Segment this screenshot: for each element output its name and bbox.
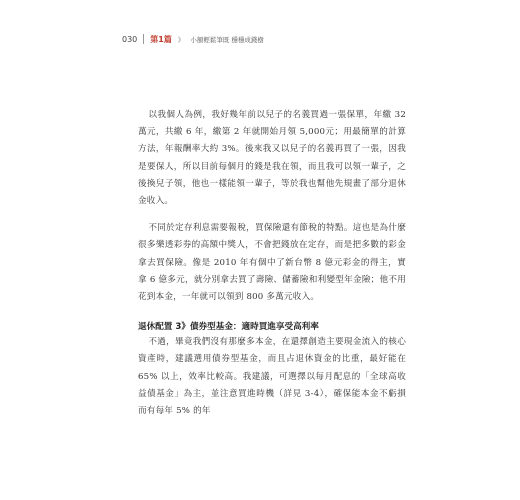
section-paragraph: 不過，畢竟我們沒有那麼多本金，在還擇創造主要現金流入的核心資產時，建議選用債券型基金，而且占退休資金的比重，最好能在 65% 以上，效率比較高。我建議，可選擇以每月配息的「全球高收益債基金」為主，並注意買進時機（詳見 3-4），確保能本金不虧損而有每年 5% 的年 — [138, 337, 406, 417]
chapter-label: 第1篇 — [150, 34, 172, 44]
header-divider — [143, 34, 144, 44]
running-header — [122, 33, 264, 45]
paragraph-2: 不同於定存利息需要報稅，買保險還有節稅的特點。這也是為什麼很多樂透彩券的高額中獎人，不會把錢放在定存，而是把多數的彩金拿去買保險。像是 2010 年有個中了新台幣 8 億元彩金的得主，實拿 6 億多元，就分別拿去買了壽險、儲蓄險和利變型年金險；他不用花到本金，一年就可以領到 800 多萬元收入。 — [138, 223, 406, 303]
page-body — [138, 107, 406, 420]
paragraph-1: 以我個人為例，我好幾年前以兒子的名義買過一張保單，年繳 32 萬元，共繳 6 年，繳第 2 年就開始月領 5,000元；用最簡單的計算方法，年報酬率大約 3%。後來我又以兒子的名義再買了一張，因我是要保人，所以目前每個月的錢是我在領，而且我可以領一輩子，之後換兒子領，他也一樣能領一輩子，等於我也幫他先規畫了部分退休金收入。 — [138, 110, 406, 207]
header-separator: 》 — [177, 35, 185, 44]
section-heading: 退休配置 3》債券型基金：適時買進享受高利率 — [138, 322, 319, 333]
book-title: 小額輕鬆筆既 穩穩成錢樹 — [190, 35, 264, 44]
page-number: 030 — [122, 34, 138, 44]
